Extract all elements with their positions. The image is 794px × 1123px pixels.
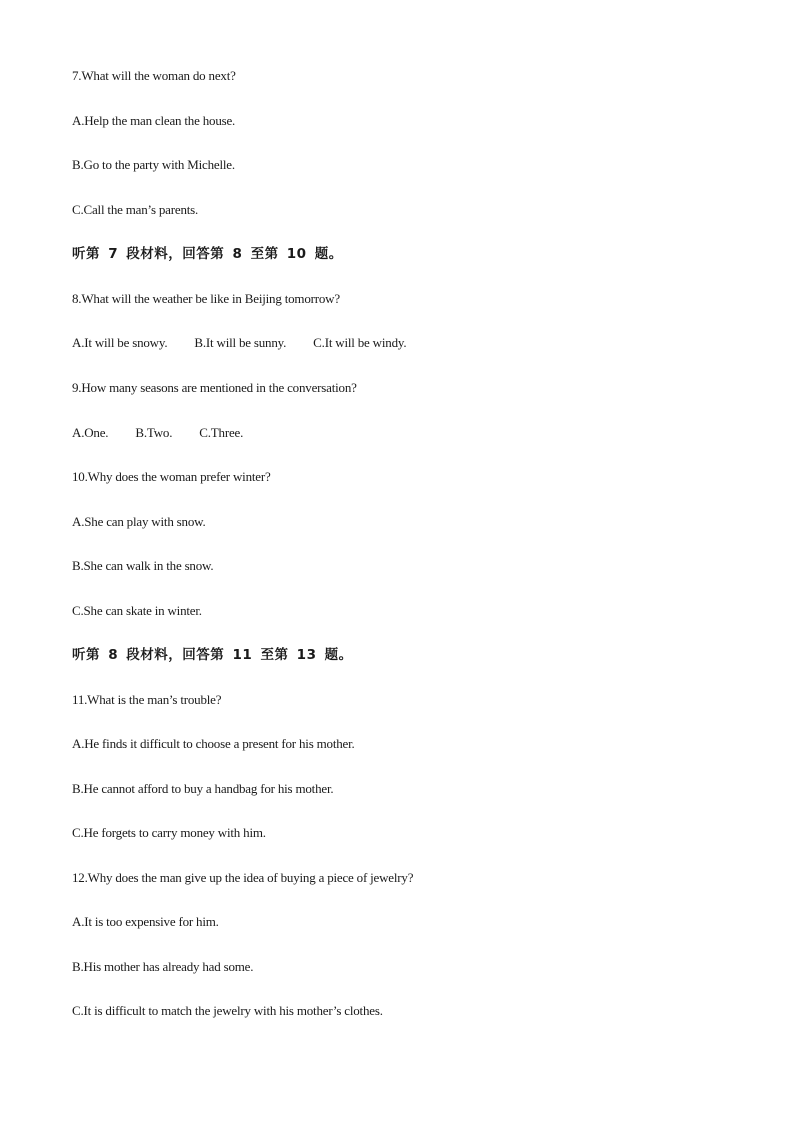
question-12-option-b: B.His mother has already had some. xyxy=(72,959,254,974)
question-8: 8.What will the weather be like in Beijing tomorrow? xyxy=(72,291,340,306)
question-11-option-c: C.He forgets to carry money with him. xyxy=(72,825,266,840)
question-9: 9.How many seasons are mentioned in the conversation? xyxy=(72,380,357,395)
question-10-option-c: C.She can skate in winter. xyxy=(72,603,202,618)
question-11: 11.What is the man’s trouble? xyxy=(72,692,222,707)
question-10-option-b: B.She can walk in the snow. xyxy=(72,558,214,573)
question-9-option-a: A.One. xyxy=(72,425,109,440)
question-9-option-c: C.Three. xyxy=(199,425,244,440)
question-9-option-b: B.Two. xyxy=(135,425,173,440)
question-8-options xyxy=(72,335,406,351)
question-7-option-c: C.Call the man’s parents. xyxy=(72,202,199,217)
question-7: 7.What will the woman do next? xyxy=(72,68,236,83)
section-heading-8: 听第 8 段材料，回答第 11 至第 13 题。 xyxy=(72,647,353,663)
question-8-option-a: A.It will be snowy. xyxy=(72,335,168,350)
question-9-options xyxy=(72,425,243,441)
question-7-option-a: A.Help the man clean the house. xyxy=(72,113,236,128)
question-12-option-a: A.It is too expensive for him. xyxy=(72,914,219,929)
question-12: 12.Why does the man give up the idea of buying a piece of jewelry? xyxy=(72,870,414,885)
question-11-option-b: B.He cannot afford to buy a handbag for his mother. xyxy=(72,781,334,796)
question-11-option-a: A.He finds it difficult to choose a present for his mother. xyxy=(72,736,355,751)
question-12-option-c: C.It is difficult to match the jewelry with his mother’s clothes. xyxy=(72,1003,383,1018)
question-10: 10.Why does the woman prefer winter? xyxy=(72,469,271,484)
section-heading-7: 听第 7 段材料，回答第 8 至第 10 题。 xyxy=(72,246,343,262)
question-8-option-b: B.It will be sunny. xyxy=(194,335,287,350)
question-10-option-a: A.She can play with snow. xyxy=(72,514,206,529)
question-7-option-b: B.Go to the party with Michelle. xyxy=(72,157,235,172)
question-8-option-c: C.It will be windy. xyxy=(313,335,407,350)
